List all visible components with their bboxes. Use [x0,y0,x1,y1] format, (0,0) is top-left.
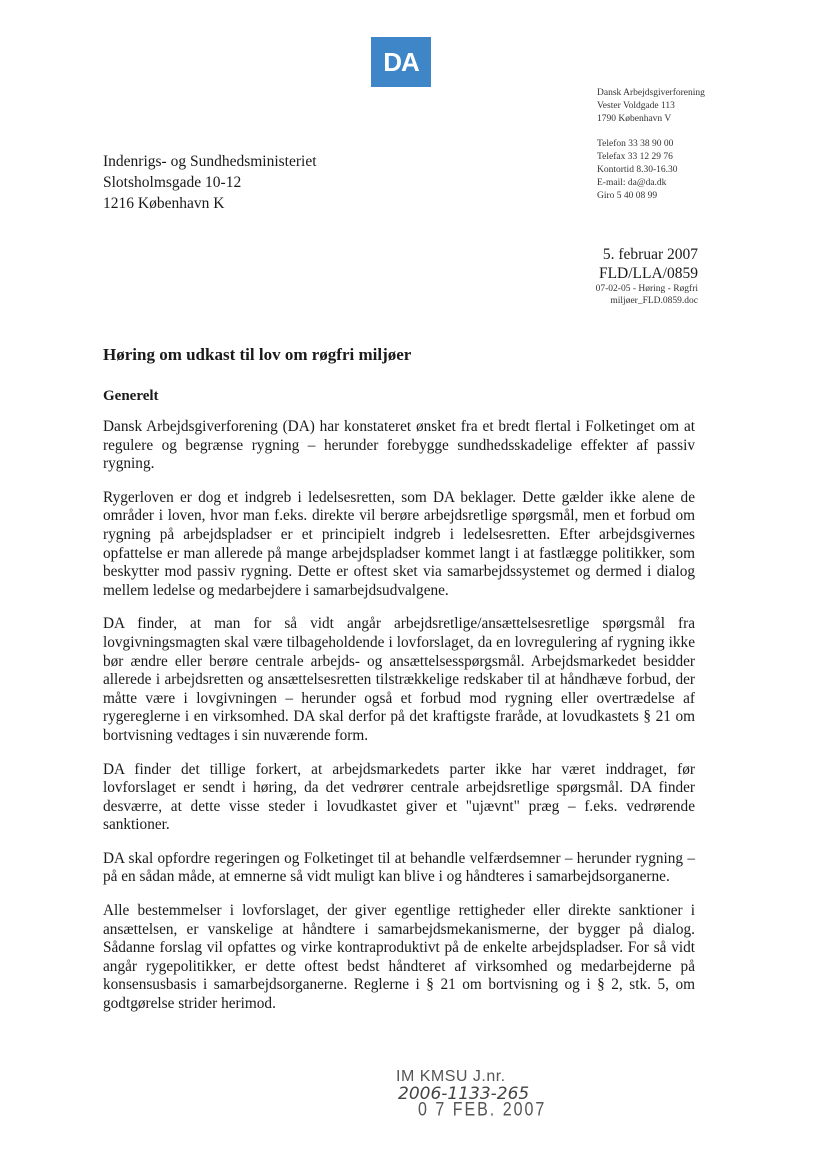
sender-giro: Giro 5 40 08 99 [597,191,658,201]
recipient-address-block [103,151,317,214]
body-paragraph: DA skal opfordre regeringen og Folketinget til at behandle velfærdsemner – herunder rygning – på en sådan måde, at emnerne så vidt muligt kan blive i og håndteres i samarbejdsorganerne. [103,849,695,886]
section-heading: Generelt [103,388,159,404]
logo-text: DA [383,46,419,77]
sender-city: 1790 København V [597,114,672,124]
file-name-line-1: 07-02-05 - Høring - Røgfri [595,284,698,294]
sender-name: Dansk Arbejdsgiverforening [597,88,705,98]
sender-email: E-mail: da@da.dk [597,178,667,188]
body-paragraph: Rygerloven er dog et indgreb i ledelsesretten, som DA beklager. Dette gælder ikke alene de områder i loven, hvor man f.eks. direkte vil berøre arbejdsretlige spørgsmål, men et forbud om rygning på arbejdspladser er et principielt indgreb i ledelsesretten. Efter arbejdsgivernes opfattelse er man allerede på mange arbejdspladser kommet langt i at fastlægge politikker, som beskytter mod passiv rygning. Dette er oftest sket via samarbejdssystemet og dermed i dialog mellem ledelse og medarbejdere i samarbejdsudvalgene. [103,488,695,599]
recipient-street: Slotsholmsgade 10-12 [103,174,242,191]
sender-phone: Telefon 33 38 90 00 [597,139,674,149]
sender-address-block [597,87,705,203]
body-paragraph: DA finder, at man for så vidt angår arbejdsretlige/ansættelsesretlige spørgsmål fra lovgivningsmagten skal være tilbageholdende i lovforslaget, da en lovregulering af rygning ikke bør ændre eller berøre centrale arbejds- og ansættelsesspørgsmål. Arbejdsmarkedet besidder allerede i arbejdsretten og ansættelsesretten tilstrækkelige redskaber til at håndhæve forbud, der måtte være i lovgivningen – herunder også et forbud mod rygning eller overtrædelse af rygereglerne i en virksomhed. DA skal derfor på det kraftigste fraråde, at lovudkastets § 21 om bortvisning vedtages i sin nuværende form. [103,615,695,744]
received-stamp [396,1068,547,1121]
body-paragraph: Alle bestemmelser i lovforslaget, der giver egentlige rettigheder eller direkte sanktioner i ansættelsen, er vanskelige at håndtere i samarbejdsmekanismerne, der bygger på dialog. Sådanne forslag vil opfattes og virke kontraproduktivt på de enkelte arbejdspladser. For så vidt angår rygepolitikker, er dette oftest bedst håndteret af virksomhed og medarbejderne på konsensusbasis i samarbejdsorganerne. Reglerne i § 21 om bortvisning og i § 2, stk. 5, om godtgørelse strider herimod. [103,902,695,1013]
file-name-line-2: miljøer_FLD.0859.doc [610,296,698,306]
date-reference-block [596,245,698,307]
recipient-name: Indenrigs- og Sundhedsministeriet [103,153,317,170]
stamp-journal-number: 2006-1133-265 [398,1084,530,1104]
stamp-office: IM KMSU J.nr. [396,1068,506,1085]
stamp-date: 0 7 FEB. 2007 [418,1100,547,1121]
sender-hours: Kontortid 8.30-16.30 [597,165,678,175]
sender-fax: Telefax 33 12 29 76 [597,152,673,162]
sender-street: Vester Voldgade 113 [597,101,675,111]
letter-reference: FLD/LLA/0859 [598,265,698,282]
letter-body [103,418,695,1029]
da-logo [371,37,431,87]
letter-title: Høring om udkast til lov om røgfri miljøer [103,345,412,364]
letter-date: 5. februar 2007 [602,246,698,263]
recipient-city: 1216 København K [103,195,225,212]
body-paragraph: DA finder det tillige forkert, at arbejdsmarkedets parter ikke har været inddraget, før lovforslaget er sendt i høring, da det vedrører centrale arbejdsretlige spørgsmål. DA finder desværre, at dette visse steder i lovudkastet giver et "ujævnt" præg – f.eks. vedrørende sanktioner. [103,760,695,834]
body-paragraph: Dansk Arbejdsgiverforening (DA) har konstateret ønsket fra et bredt flertal i Folketinget om at regulere og begrænse rygning – herunder forebygge sundhedsskadelige effekter af passiv rygning. [103,418,695,473]
